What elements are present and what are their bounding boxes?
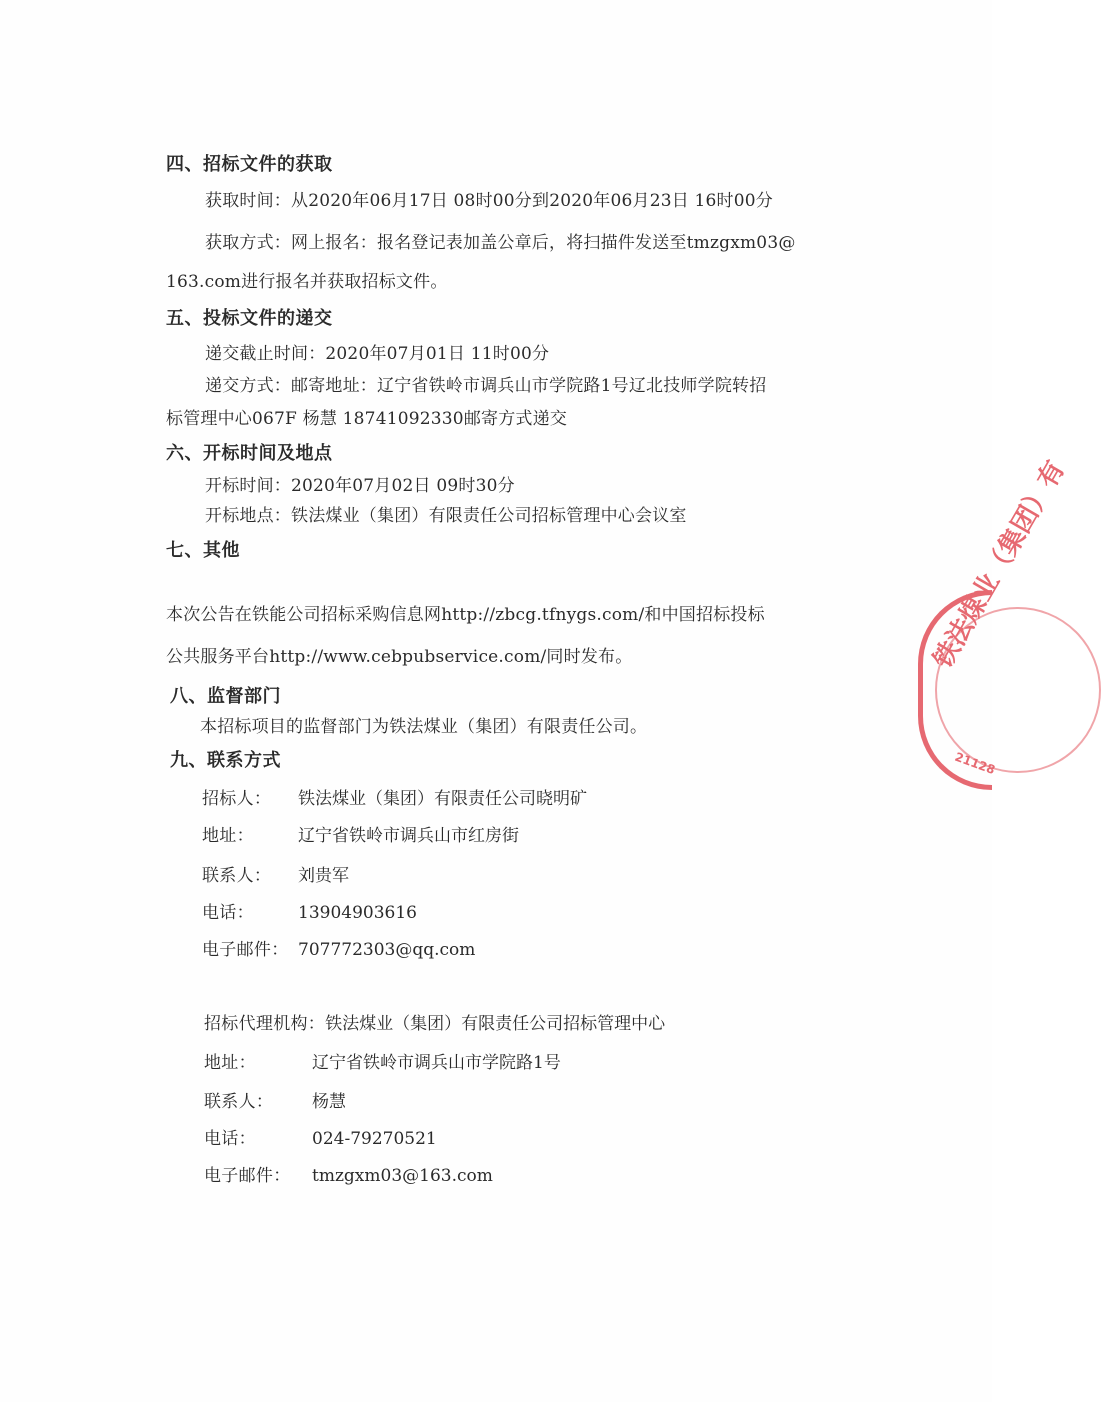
agency-address-row	[204, 1052, 561, 1074]
tenderer-address-label: 地址：	[202, 826, 254, 846]
section-8-line1: 本招标项目的监督部门为铁法煤业（集团）有限责任公司。	[200, 717, 648, 737]
agency-email-value: tmzgxm03@163.com	[312, 1166, 493, 1186]
agency-email-row	[204, 1165, 493, 1187]
agency-name-row	[204, 1013, 665, 1035]
section-5-method: 递交方式：邮寄地址：辽宁省铁岭市调兵山市学院路1号辽北技师学院转招	[205, 376, 767, 396]
tenderer-email-label: 电子邮件：	[202, 940, 289, 960]
agency-name-label: 招标代理机构：	[204, 1014, 326, 1034]
tenderer-name-label: 招标人：	[202, 789, 272, 809]
seal-graphic	[918, 455, 1118, 790]
seal-number: 21128	[952, 749, 997, 778]
tenderer-email-value: 707772303@qq.com	[298, 940, 476, 960]
section-6-place: 开标地点：铁法煤业（集团）有限责任公司招标管理中心会议室	[205, 506, 687, 526]
tenderer-phone-label: 电话：	[202, 903, 254, 923]
section-7-line1: 本次公告在铁能公司招标采购信息网http://zbcg.tfnygs.com/和中国招标投标	[166, 605, 765, 625]
tenderer-address-value: 辽宁省铁岭市调兵山市红房街	[298, 826, 519, 846]
agency-phone-value: 024-79270521	[312, 1129, 437, 1149]
section-4-heading: 四、招标文件的获取	[166, 154, 333, 175]
section-8-heading: 八、监督部门	[170, 686, 281, 707]
seal-text: 铁法煤业（集团）有	[928, 455, 1072, 674]
company-seal-stamp	[918, 455, 1072, 790]
agency-phone-label: 电话：	[204, 1129, 256, 1149]
tenderer-phone-value: 13904903616	[298, 903, 417, 923]
agency-contact-value: 杨慧	[312, 1092, 346, 1112]
tenderer-contact-label: 联系人：	[202, 866, 272, 886]
agency-address-value: 辽宁省铁岭市调兵山市学院路1号	[312, 1053, 561, 1073]
section-5-method-cont: 标管理中心067F 杨慧 18741092330邮寄方式递交	[166, 409, 568, 429]
section-6-time: 开标时间：2020年07月02日 09时30分	[205, 476, 515, 496]
tenderer-contact-value: 刘贵军	[298, 866, 349, 886]
section-6-heading: 六、开标时间及地点	[166, 443, 333, 464]
tenderer-contact-row	[202, 865, 349, 887]
section-7-line2: 公共服务平台http://www.cebpubservice.com/同时发布。	[166, 647, 633, 667]
tenderer-name-value: 铁法煤业（集团）有限责任公司晓明矿	[298, 789, 587, 809]
section-7-heading: 七、其他	[166, 540, 240, 561]
agency-email-label: 电子邮件：	[204, 1166, 291, 1186]
section-5-heading: 五、投标文件的递交	[166, 308, 333, 329]
agency-phone-row	[204, 1128, 437, 1150]
agency-name-value: 铁法煤业（集团）有限责任公司招标管理中心	[325, 1014, 666, 1034]
agency-contact-row	[204, 1091, 346, 1113]
tenderer-name-row	[202, 788, 587, 810]
agency-address-label: 地址：	[204, 1053, 256, 1073]
section-5-deadline: 递交截止时间：2020年07月01日 11时00分	[205, 344, 550, 364]
agency-contact-label: 联系人：	[204, 1092, 274, 1112]
section-4-time: 获取时间：从2020年06月17日 08时00分到2020年06月23日 16时00分	[205, 191, 773, 211]
tenderer-address-row	[202, 825, 519, 847]
tenderer-phone-row	[202, 902, 417, 924]
tenderer-email-row	[202, 939, 475, 961]
section-9-heading: 九、联系方式	[170, 750, 281, 771]
section-4-method-cont: 163.com进行报名并获取招标文件。	[166, 272, 448, 292]
section-4-method: 获取方式：网上报名：报名登记表加盖公章后，将扫描件发送至tmzgxm03@	[205, 233, 796, 253]
